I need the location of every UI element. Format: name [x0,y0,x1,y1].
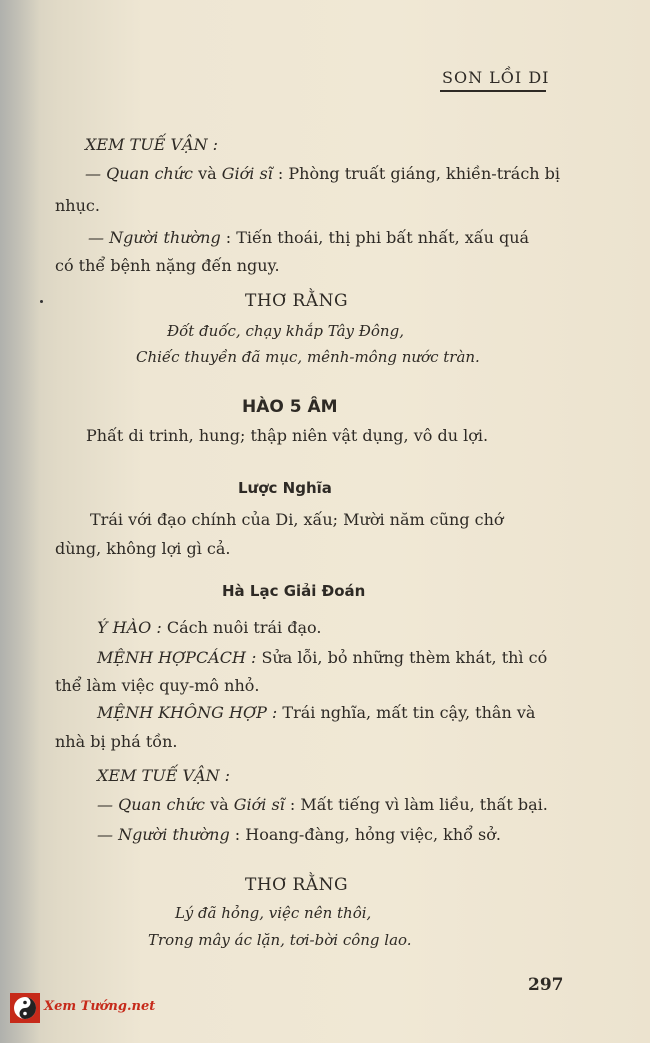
menh-khong-label: MỆNH KHÔNG HỢP : [97,703,278,722]
poem-2-line-1: Lý đã hỏng, việc nên thôi, [175,904,372,922]
menh-hop-text: Sửa lỗi, bỏ những thèm khát, thì có [261,648,548,667]
luoc-nghia-line-1: Trái với đạo chính của Di, xấu; Mười năm cũng chớ [90,510,504,529]
y-hao-line [97,620,321,636]
poem-2-line-2: Trong mây ác lặn, tơi-bời công lao. [148,931,412,949]
gioi-si-label: Giới sĩ [221,164,273,183]
poem-1-line-1: Đốt đuốc, chạy khắp Tây Đông, [167,322,404,340]
luoc-nghia-title: Lược Nghĩa [238,479,332,497]
speck-dot [40,300,43,303]
menh-hop-label: MỆNH HỢPCÁCH : [97,648,257,667]
nguoi-thuong-prefix-2: — Người thường [97,825,230,844]
y-hao-text: Cách nuôi trái đạo. [166,618,322,637]
quan-chuc-text: : Phòng truất giáng, khiền-trách bị [277,164,561,183]
nguoi-thuong-line-2 [97,827,501,843]
va-word-2: và [210,795,229,814]
nguoi-thuong-line-1 [88,230,529,246]
gioi-si-label-2: Giới sĩ [233,795,285,814]
running-header: SON LỒI DI [442,68,550,87]
nguoi-thuong-text: : Tiến thoái, thị phi bất nhất, xấu quá [225,228,530,247]
poem-1-line-2: Chiếc thuyền đã mục, mênh-mông nước tràn. [136,348,480,366]
menh-khong-line-2: nhà bị phá tồn. [55,732,178,751]
menh-hop-line [97,650,547,666]
quan-chuc-text-2: : Mất tiếng vì làm liều, thất bại. [289,795,548,814]
menh-hop-line-2: thể làm việc quy-mô nhỏ. [55,676,260,695]
header-rule [440,90,546,92]
poem-1-title: THƠ RẰNG [245,291,349,311]
poem-2-title: THƠ RẰNG [245,875,349,895]
menh-khong-text: Trái nghĩa, mất tin cậy, thân và [282,703,536,722]
luoc-nghia-line-2: dùng, không lợi gì cả. [55,539,231,558]
quan-chuc-line-1b: nhục. [55,196,100,215]
page-spine-shadow [0,0,40,1043]
quan-chuc-line-2 [97,797,548,813]
y-hao-label: Ý HÀO : [97,618,162,637]
nguoi-thuong-prefix: — Người thường [88,228,221,247]
xem-tue-van-heading-1: XEM TUẾ VẬN : [85,135,219,154]
ha-lac-title: Hà Lạc Giải Đoán [222,582,366,600]
menh-khong-line [97,705,535,721]
hao-5-title: HÀO 5 ÂM [242,397,338,417]
quan-chuc-prefix: — Quan chức [85,164,193,183]
page-number: 297 [528,975,564,995]
nguoi-thuong-line-1b: có thể bệnh nặng đến nguy. [55,256,280,275]
xem-tue-van-heading-2: XEM TUẾ VẬN : [97,766,231,785]
quan-chuc-prefix-2: — Quan chức [97,795,205,814]
yin-yang-icon [10,993,40,1023]
hao-5-text: Phất di trinh, hung; thập niên vật dụng, vô du lợi. [86,426,489,445]
va-word: và [198,164,217,183]
site-watermark[interactable] [8,990,173,1024]
quan-chuc-line-1 [85,166,560,182]
watermark-text: Xem Tướng.net [44,999,156,1014]
nguoi-thuong-text-2: : Hoang-đàng, hỏng việc, khổ sở. [234,825,501,844]
